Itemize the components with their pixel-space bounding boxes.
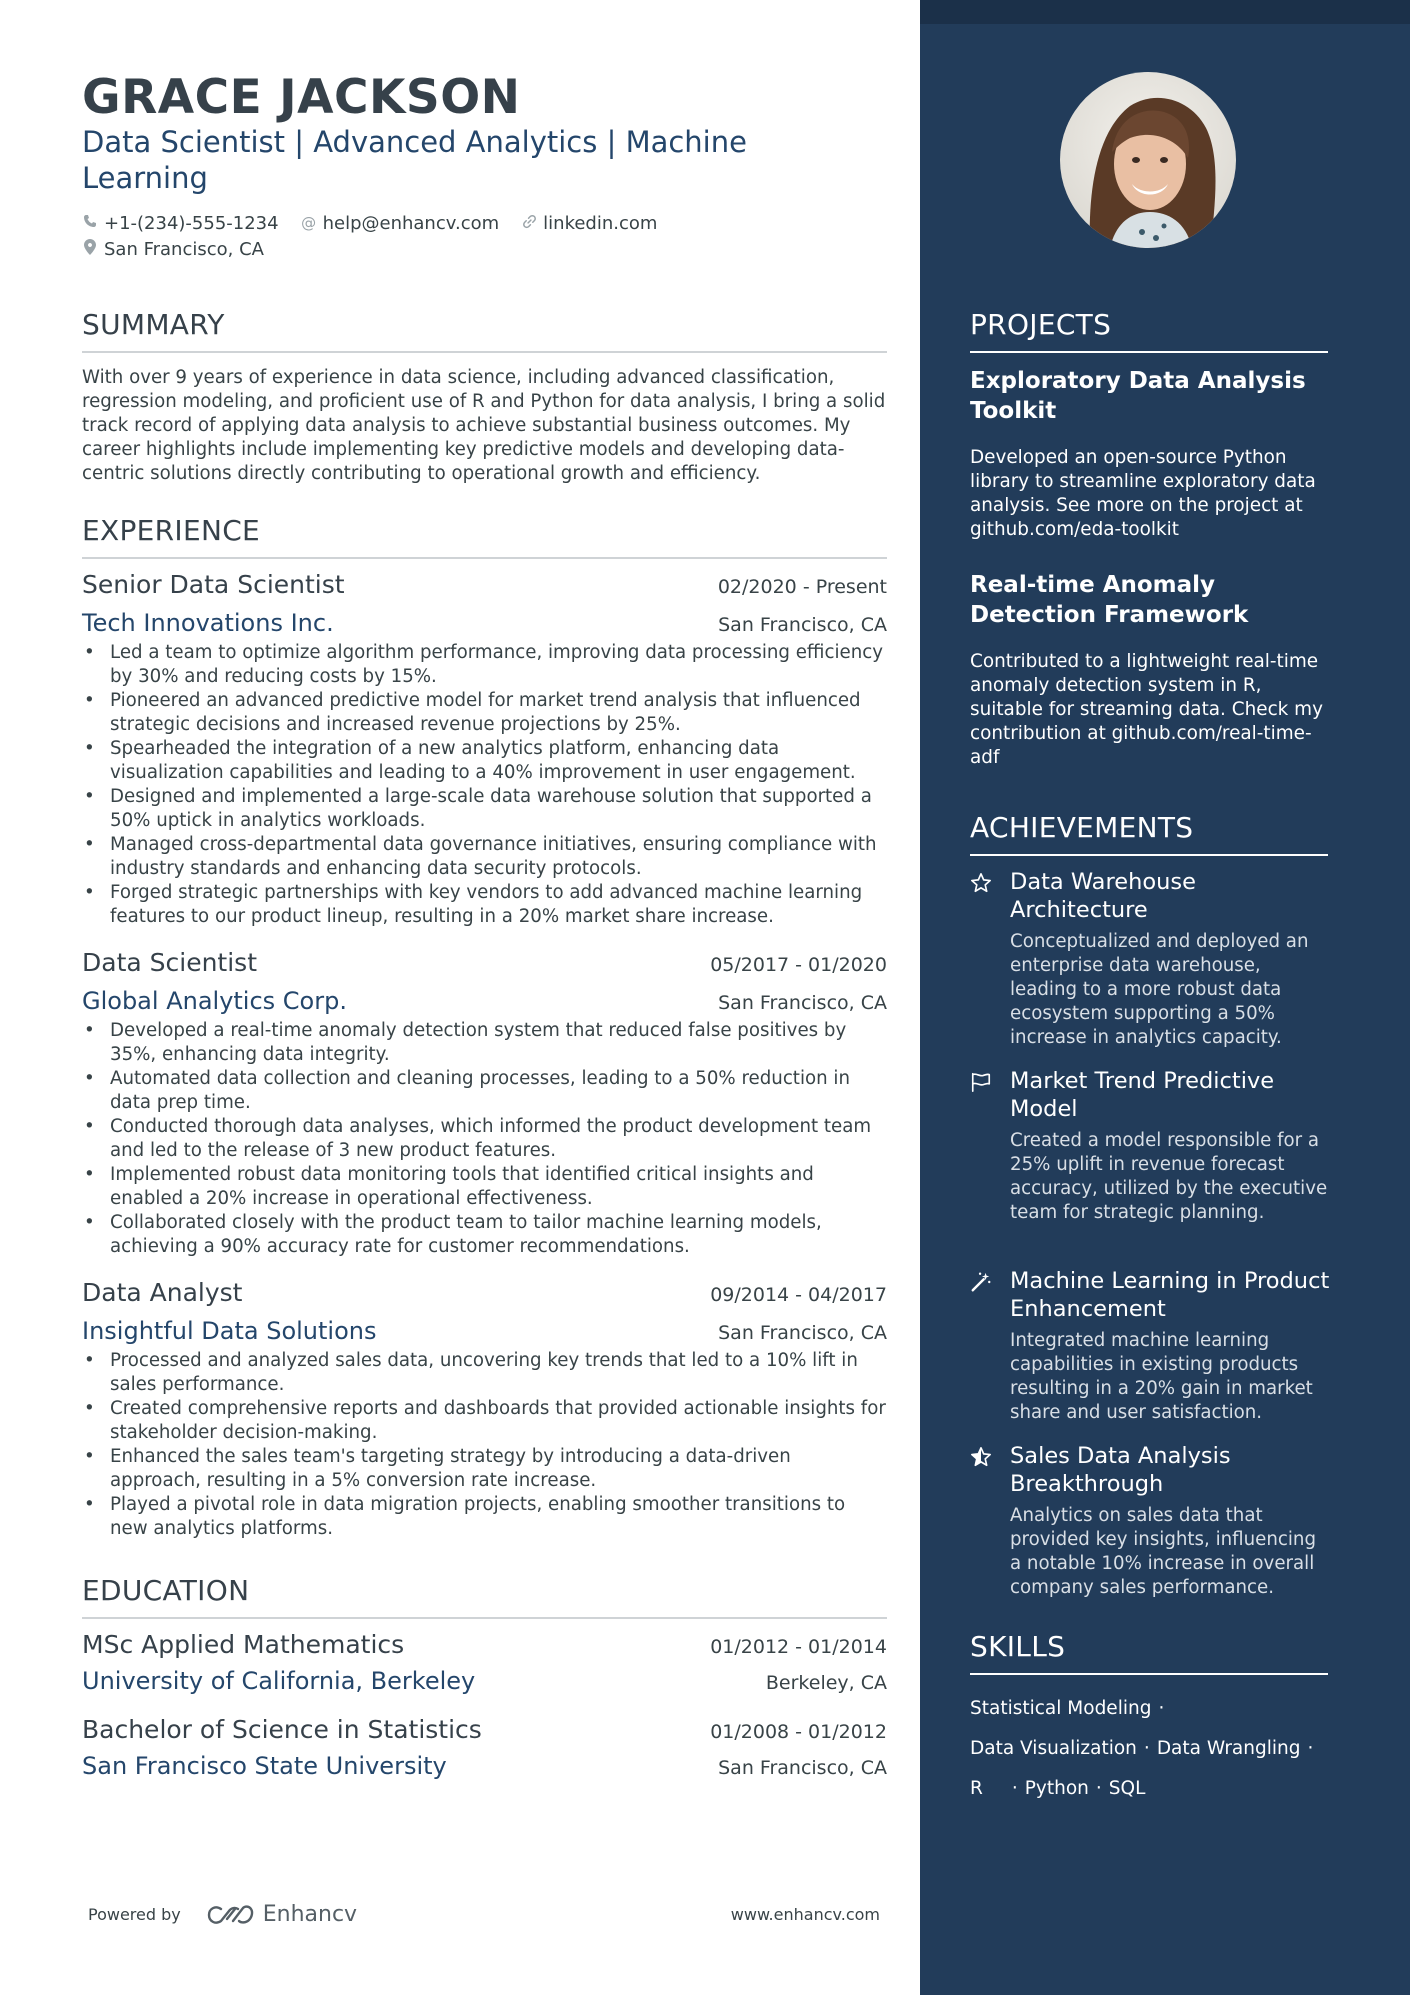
project-title: Exploratory Data Analysis Toolkit bbox=[970, 368, 1306, 424]
achievement-entry bbox=[970, 1067, 1332, 1225]
job-bullet: • Enhanced the sales team's targeting strategy by introducing a data-driven approach, resulting in a 5% conversion rate increase. bbox=[82, 1445, 887, 1493]
education-entry bbox=[82, 1630, 887, 1695]
achievement-title: Sales Data Analysis Breakthrough bbox=[1010, 1443, 1231, 1497]
candidate-name: GRACE JACKSON bbox=[82, 70, 521, 125]
job-entry bbox=[82, 1278, 887, 1541]
job-bullet: • Designed and implemented a large-scale data warehouse solution that supported a 50% uptick in analytics workloads. bbox=[82, 785, 887, 833]
powered-by-label: Powered by bbox=[88, 1905, 181, 1924]
project-description: Contributed to a lightweight real-time anomaly detection system in R, suitable for streaming data. Check my contribution at github.com/real-time-adf bbox=[970, 651, 1323, 768]
location-contact bbox=[82, 239, 264, 260]
magic-wand-icon bbox=[970, 1267, 994, 1425]
job-bullet: • Pioneered an advanced predictive model for market trend analysis that influenced strategic decisions and increased revenue projections by 25%. bbox=[82, 689, 887, 737]
footer bbox=[88, 1902, 880, 1927]
summary-text: With over 9 years of experience in data science, including advanced classification, regression modeling, and proficient use of R and Python for data analysis, I bring a solid track record of applying data analysis to achieve substantial business outcomes. My career highlights include implementing key predictive models and developing data-centric solutions directly contributing to operational growth and efficiency. bbox=[82, 367, 886, 484]
skills-list: Statistical Modeling · Data Visualization · Data Wrangling · R · Python · SQL bbox=[970, 1697, 1314, 1799]
education-dates: 01/2008 - 01/2012 bbox=[710, 1721, 887, 1743]
education-dates: 01/2012 - 01/2014 bbox=[710, 1636, 887, 1658]
skill-item: Python bbox=[1024, 1777, 1089, 1799]
project-description: Developed an open-source Python library to streamline exploratory data analysis. See more on the project at github.com/eda-toolkit bbox=[970, 447, 1316, 540]
candidate-title: Data Scientist | Advanced Analytics | Machine Learning bbox=[82, 125, 747, 195]
job-bullet: • Collaborated closely with the product team to tailor machine learning models, achieving a 90% accuracy rate for customer recommendations. bbox=[82, 1211, 887, 1259]
phone-contact bbox=[82, 213, 279, 234]
email-text[interactable]: help@enhancv.com bbox=[322, 212, 500, 234]
education-entry bbox=[82, 1715, 887, 1780]
achievement-title: Machine Learning in Product Enhancement bbox=[1010, 1268, 1330, 1322]
project-entry bbox=[970, 570, 1328, 770]
achievement-description: Integrated machine learning capabilities in existing products resulting in a 20% gain in market share and user satisfaction. bbox=[1010, 1330, 1313, 1423]
education-school: San Francisco State University bbox=[82, 1752, 447, 1780]
education-degree: MSc Applied Mathematics bbox=[82, 1630, 405, 1659]
achievement-entry bbox=[970, 868, 1332, 1050]
education-location: Berkeley, CA bbox=[765, 1672, 887, 1694]
job-bullets bbox=[82, 1349, 887, 1541]
brand-logo[interactable] bbox=[207, 1902, 357, 1927]
project-title: Real-time Anomaly Detection Framework bbox=[970, 572, 1249, 628]
summary-heading: SUMMARY bbox=[82, 308, 887, 353]
achievement-description: Created a model responsible for a 25% uplift in revenue forecast accuracy, utilized by the executive team for strategic planning. bbox=[1010, 1130, 1328, 1223]
achievement-title: Market Trend Predictive Model bbox=[1010, 1068, 1275, 1122]
achievement-description: Analytics on sales data that provided key insights, influencing a notable 10% increase in overall company sales performance. bbox=[1010, 1505, 1316, 1598]
job-bullet: • Created comprehensive reports and dashboards that provided actionable insights for stakeholder decision-making. bbox=[82, 1397, 887, 1445]
star-outline-icon bbox=[970, 868, 994, 1050]
enhancv-logo-icon bbox=[207, 1903, 255, 1927]
footer-website[interactable]: www.enhancv.com bbox=[730, 1905, 880, 1924]
job-role: Senior Data Scientist bbox=[82, 570, 345, 599]
job-dates: 09/2014 - 04/2017 bbox=[710, 1284, 887, 1306]
location-text: San Francisco, CA bbox=[104, 238, 264, 260]
experience-heading: EXPERIENCE bbox=[82, 514, 887, 559]
avatar bbox=[1060, 72, 1236, 248]
education-location: San Francisco, CA bbox=[718, 1757, 887, 1779]
job-company: Tech Innovations Inc. bbox=[82, 609, 334, 637]
flag-icon bbox=[970, 1067, 994, 1225]
achievements-heading: ACHIEVEMENTS bbox=[970, 811, 1328, 856]
star-half-icon bbox=[970, 1442, 994, 1600]
education-heading: EDUCATION bbox=[82, 1574, 887, 1619]
achievement-description: Conceptualized and deployed an enterprise data warehouse, leading to a more robust data ecosystem supporting a 50% increase in analytics capacity. bbox=[1010, 931, 1309, 1048]
job-dates: 02/2020 - Present bbox=[717, 576, 887, 598]
achievement-entry bbox=[970, 1267, 1332, 1425]
achievement-title: Data Warehouse Architecture bbox=[1010, 869, 1196, 923]
projects-heading: PROJECTS bbox=[970, 308, 1328, 353]
job-bullet: • Played a pivotal role in data migration projects, enabling smoother transitions to new analytics platforms. bbox=[82, 1493, 887, 1541]
job-bullet: • Led a team to optimize algorithm performance, improving data processing efficiency by 30% and reducing costs by 15%. bbox=[82, 641, 887, 689]
education-school: University of California, Berkeley bbox=[82, 1667, 476, 1695]
project-entry bbox=[970, 366, 1328, 542]
brand-name: Enhancv bbox=[262, 1902, 358, 1927]
sidebar-top-bar bbox=[920, 0, 1410, 24]
job-bullet: • Developed a real-time anomaly detection system that reduced false positives by 35%, enhancing data integrity. bbox=[82, 1019, 887, 1067]
job-dates: 05/2017 - 01/2020 bbox=[710, 954, 887, 976]
job-bullet: • Conducted thorough data analyses, which informed the product development team and led to the release of 3 new product features. bbox=[82, 1115, 887, 1163]
job-bullet: • Automated data collection and cleaning processes, leading to a 50% reduction in data prep time. bbox=[82, 1067, 887, 1115]
location-pin-icon bbox=[82, 239, 98, 259]
job-bullets bbox=[82, 641, 887, 929]
achievement-entry bbox=[970, 1442, 1332, 1600]
skill-item: Data Visualization bbox=[970, 1737, 1137, 1759]
job-bullet: • Processed and analyzed sales data, uncovering key trends that led to a 10% lift in sales performance. bbox=[82, 1349, 887, 1397]
job-entry bbox=[82, 948, 887, 1259]
education-degree: Bachelor of Science in Statistics bbox=[82, 1715, 482, 1744]
linkedin-contact[interactable] bbox=[521, 213, 657, 234]
job-location: San Francisco, CA bbox=[718, 614, 887, 636]
job-company: Insightful Data Solutions bbox=[82, 1317, 377, 1345]
contact-info bbox=[82, 210, 882, 262]
linkedin-text[interactable]: linkedin.com bbox=[543, 212, 658, 234]
skill-item: SQL bbox=[1108, 1777, 1146, 1799]
job-location: San Francisco, CA bbox=[718, 992, 887, 1014]
job-location: San Francisco, CA bbox=[718, 1322, 887, 1344]
phone-icon bbox=[82, 214, 98, 232]
skill-item: R bbox=[970, 1777, 983, 1799]
skill-item: Data Wrangling bbox=[1156, 1737, 1301, 1759]
job-bullet: • Spearheaded the integration of a new analytics platform, enhancing data visualization capabilities and leading to a 40% improvement in user engagement. bbox=[82, 737, 887, 785]
at-icon: @ bbox=[301, 214, 317, 232]
link-icon bbox=[521, 214, 537, 233]
job-bullets bbox=[82, 1019, 887, 1259]
job-role: Data Scientist bbox=[82, 948, 257, 977]
job-role: Data Analyst bbox=[82, 1278, 243, 1307]
job-company: Global Analytics Corp. bbox=[82, 987, 347, 1015]
phone-text: +1-(234)-555-1234 bbox=[104, 212, 279, 234]
job-bullet: • Implemented robust data monitoring tools that identified critical insights and enabled a 20% increase in operational effectiveness. bbox=[82, 1163, 887, 1211]
skill-item: Statistical Modeling bbox=[970, 1697, 1152, 1719]
job-entry bbox=[82, 570, 887, 929]
skills-heading: SKILLS bbox=[970, 1630, 1328, 1675]
job-bullet: • Managed cross-departmental data governance initiatives, ensuring compliance with industry standards and enhancing data security protocols. bbox=[82, 833, 887, 881]
email-contact[interactable] bbox=[301, 213, 500, 234]
job-bullet: • Forged strategic partnerships with key vendors to add advanced machine learning features to our product lineup, resulting in a 20% market share increase. bbox=[82, 881, 887, 929]
